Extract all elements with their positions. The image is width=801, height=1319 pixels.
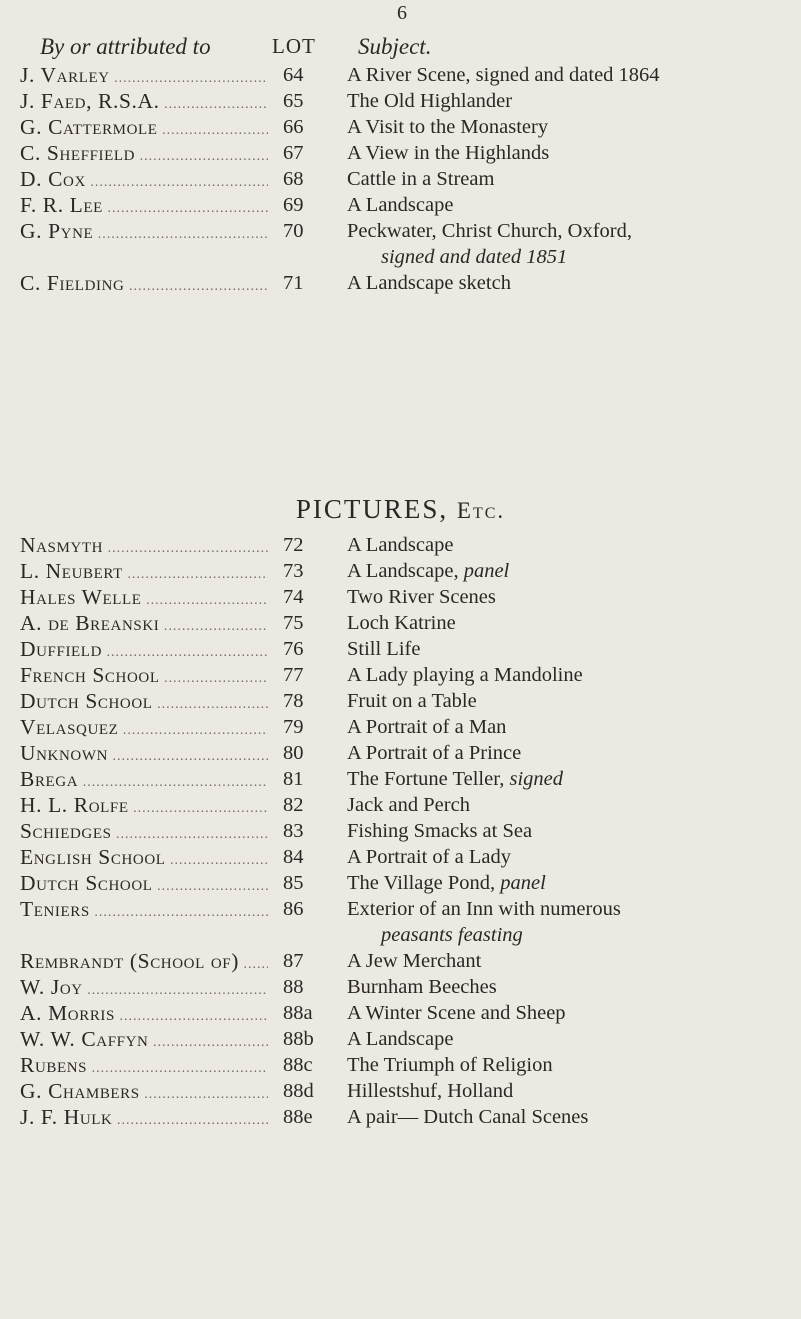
column-header-subject: Subject. [358,34,432,59]
artist-name: Teniers ..... [20,896,268,926]
catalogue-entry [0,818,801,844]
subject-text: Loch Katrine [347,612,456,634]
catalogue-entry [0,140,801,166]
catalogue-entry [0,1026,801,1052]
subject-title [347,1052,787,1078]
subject-text: Exterior of an Inn with numerous [347,898,621,920]
artist-name: W. W. Caffyn ..... [20,1026,268,1056]
artist-name: F. R. Lee ..... [20,192,268,222]
catalogue-entry [0,1052,801,1078]
subject-text: A Portrait of a Lady [347,846,511,868]
artist-name: Brega ..... [20,766,268,796]
artist-name: D. Cox ..... [20,166,268,196]
subject-text: A Landscape sketch [347,272,511,294]
subject-text: A View in the Highlands [347,142,550,164]
catalogue-entry [0,218,801,270]
catalogue-entry [0,792,801,818]
subject-title [347,792,787,818]
artist-name: Schiedges ..... [20,818,268,848]
section-heading-main: PICTURES, [295,494,449,524]
subject-title [347,270,787,296]
subject-title [347,558,787,584]
subject-title [347,714,787,740]
subject-title [347,610,787,636]
catalogue-entry [0,114,801,140]
lot-number: 88d [283,1080,314,1102]
artist-name: Unknown ..... [20,740,268,770]
subject-title [347,974,787,1000]
catalogue-entry [0,532,801,558]
lot-number: 83 [283,820,304,842]
catalogue-entry [0,1104,801,1130]
lot-number: 72 [283,534,304,556]
subject-text: Still Life [347,638,421,660]
subject-text: A Jew Merchant [347,950,482,972]
lot-number: 69 [283,194,304,216]
subject-title [347,896,787,948]
artist-name: English School ..... [20,844,268,874]
column-header-lot: LOT [272,34,316,58]
artist-name: C. Fielding ..... [20,270,268,300]
lot-number: 71 [283,272,304,294]
subject-title [347,218,787,270]
lot-number: 81 [283,768,304,790]
subject-text: A Portrait of a Man [347,716,507,738]
subject-text: A Landscape [347,194,454,216]
subject-title [347,1078,787,1104]
artist-name: Rubens ..... [20,1052,268,1082]
catalogue-entry [0,610,801,636]
artist-name: Dutch School ..... [20,688,268,718]
subject-text: The Old Highlander [347,90,513,112]
lot-number: 70 [283,220,304,242]
lot-number: 88a [283,1002,313,1024]
subject-note: panel [463,560,510,582]
subject-title [347,1000,787,1026]
artist-name: J. Faed, R.S.A. ..... [20,88,268,118]
catalogue-entry [0,584,801,610]
subject-title [347,1104,787,1130]
subject-title [347,844,787,870]
subject-title [347,114,787,140]
subject-note: signed [509,768,563,790]
subject-text: A Landscape [347,534,454,556]
artist-name: J. F. Hulk ..... [20,1104,268,1134]
subject-title [347,166,787,192]
lot-number: 88 [283,976,304,998]
catalogue-section-drawings [0,62,801,296]
subject-title [347,688,787,714]
lot-number: 75 [283,612,304,634]
artist-name: W. Joy ..... [20,974,268,1004]
subject-title [347,948,787,974]
lot-number: 78 [283,690,304,712]
catalogue-entry [0,766,801,792]
subject-text: Jack and Perch [347,794,470,816]
catalogue-entry [0,870,801,896]
lot-number: 79 [283,716,304,738]
subject-text: A Landscape, [347,560,459,582]
lot-number: 74 [283,586,304,608]
subject-text: A Portrait of a Prince [347,742,522,764]
subject-title [347,1026,787,1052]
lot-number: 64 [283,64,304,86]
catalogue-entry [0,1078,801,1104]
artist-name: Nasmyth ..... [20,532,268,562]
lot-number: 80 [283,742,304,764]
catalogue-entry [0,974,801,1000]
catalogue-entry [0,844,801,870]
subject-text: A River Scene, signed and dated 1864 [347,64,660,86]
subject-text: Burnham Beeches [347,976,497,998]
subject-text: Cattle in a Stream [347,168,495,190]
catalogue-entry [0,688,801,714]
subject-text: Hillestshuf, Holland [347,1080,514,1102]
subject-title [347,766,787,792]
catalogue-entry [0,270,801,296]
section-heading-etc: Etc. [456,498,506,523]
lot-number: 82 [283,794,304,816]
subject-text: A Winter Scene and Sheep [347,1002,566,1024]
subject-title [347,636,787,662]
lot-number: 76 [283,638,304,660]
artist-name: Hales Welle ..... [20,584,268,614]
subject-title [347,62,787,88]
artist-name: G. Cattermole ..... [20,114,268,144]
lot-number: 88c [283,1054,313,1076]
catalogue-entry [0,636,801,662]
subject-text: A Landscape [347,1028,454,1050]
artist-name: A. de Breanski ..... [20,610,268,640]
catalogue-entry [0,166,801,192]
lot-number: 88e [283,1106,313,1128]
subject-continuation: signed and dated 1851 [381,246,568,268]
subject-text: The Village Pond, [347,872,496,894]
lot-number: 87 [283,950,304,972]
catalogue-entry [0,662,801,688]
artist-name: H. L. Rolfe ..... [20,792,268,822]
section-heading-pictures [0,494,801,525]
artist-name: L. Neubert ..... [20,558,268,588]
subject-text: Two River Scenes [347,586,496,608]
artist-name: Velasquez ..... [20,714,268,744]
artist-name: Rembrandt (School of) ..... [20,948,268,978]
artist-name: A. Morris ..... [20,1000,268,1030]
catalogue-entry [0,192,801,218]
catalogue-entry [0,948,801,974]
subject-text: Peckwater, Christ Church, Oxford, [347,220,632,242]
lot-number: 84 [283,846,304,868]
artist-name: C. Sheffield ..... [20,140,268,170]
subject-text: The Fortune Teller, [347,768,505,790]
subject-title [347,532,787,558]
subject-title [347,140,787,166]
subject-title [347,740,787,766]
artist-name: G. Pyne ..... [20,218,268,248]
page-number: 6 [397,2,407,24]
subject-text: A Visit to the Monastery [347,116,549,138]
lot-number: 67 [283,142,304,164]
artist-name: G. Chambers ..... [20,1078,268,1108]
lot-number: 68 [283,168,304,190]
artist-name: J. Varley ..... [20,62,268,92]
lot-number: 86 [283,898,304,920]
catalogue-entry [0,714,801,740]
subject-note: panel [500,872,546,894]
lot-number: 77 [283,664,304,686]
lot-number: 73 [283,560,304,582]
catalogue-entry [0,896,801,948]
subject-title [347,192,787,218]
subject-text: Fishing Smacks at Sea [347,820,533,842]
subject-title [347,584,787,610]
subject-text: A Lady playing a Mandoline [347,664,583,686]
catalogue-entry [0,88,801,114]
lot-number: 65 [283,90,304,112]
subject-text: Fruit on a Table [347,690,477,712]
subject-title [347,870,787,896]
catalogue-entry [0,740,801,766]
lot-number: 88b [283,1028,314,1050]
artist-name: French School ..... [20,662,268,692]
subject-continuation: peasants feasting [381,924,523,946]
artist-name: Dutch School ..... [20,870,268,900]
subject-text: A pair— Dutch Canal Scenes [347,1106,589,1128]
subject-title [347,818,787,844]
catalogue-entry [0,62,801,88]
artist-name: Duffield ..... [20,636,268,666]
catalogue-entry [0,1000,801,1026]
lot-number: 66 [283,116,304,138]
column-header-artist: By or attributed to [40,34,211,59]
catalogue-entry [0,558,801,584]
subject-title [347,88,787,114]
catalogue-section-pictures [0,532,801,1130]
lot-number: 85 [283,872,304,894]
subject-text: The Triumph of Religion [347,1054,553,1076]
subject-title [347,662,787,688]
